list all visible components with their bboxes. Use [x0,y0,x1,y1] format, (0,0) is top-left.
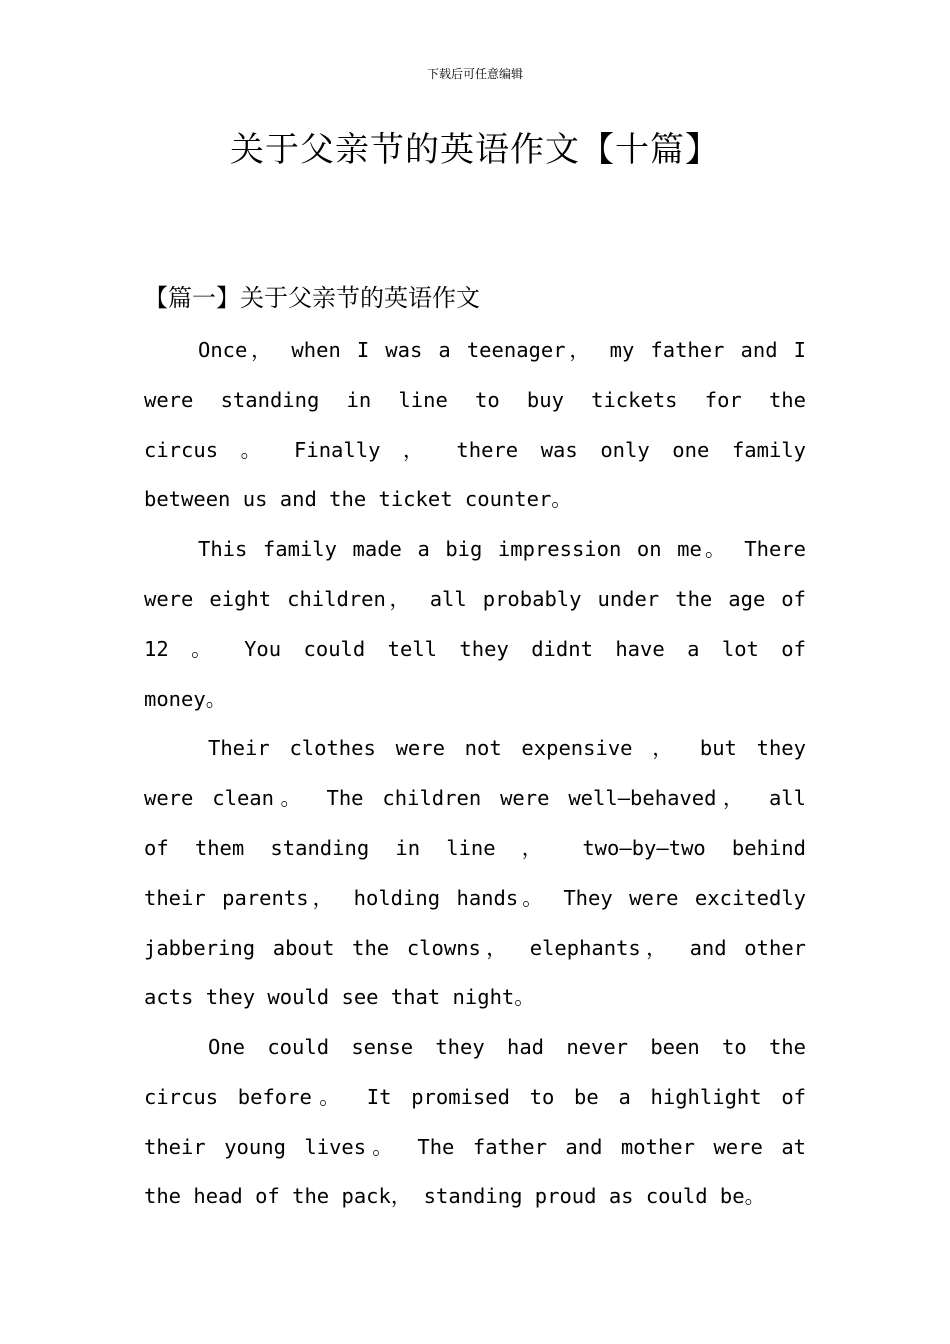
paragraph-line: were clean。 The children were well—behaved， all [144,786,806,810]
paragraph-line: 12 。 You could tell they didnt have a lot of [144,637,806,661]
paragraph-line: jabbering about the clowns， elephants， and other [144,936,806,960]
paragraph-line: the head of the pack， standing proud as could be。 [144,1184,766,1208]
paragraph-line: were standing in line to buy tickets for the [144,388,806,412]
header-note: 下载后可任意编辑 [426,67,523,81]
paragraph-line: their parents， holding hands。 They were excitedly [144,886,806,910]
paragraph-line: of them standing in line ， two—by—two behind [144,836,806,860]
paragraph-line: Their clothes were not expensive ， but they [208,736,806,760]
paragraph-line: between us and the ticket counter。 [144,487,572,511]
paragraph-line: Once， when I was a teenager， my father and I [198,338,806,362]
paragraph-line: were eight children， all probably under the age of [144,587,806,611]
paragraph-line: circus before。 It promised to be a highlight of [144,1085,806,1109]
paragraph-line: money。 [144,687,227,711]
paragraph-line: This family made a big impression on me。 There [198,537,806,561]
document-title: 关于父亲节的英语作文【十篇】 [230,130,720,170]
section-heading: 【篇一】关于父亲节的英语作文 [144,284,480,312]
paragraph-line: One could sense they had never been to the [208,1035,806,1059]
paragraph-line: circus 。 Finally ， there was only one family [144,438,806,462]
paragraph-line: their young lives。 The father and mother were at [144,1135,806,1159]
paragraph-line: acts they would see that night。 [144,985,535,1009]
